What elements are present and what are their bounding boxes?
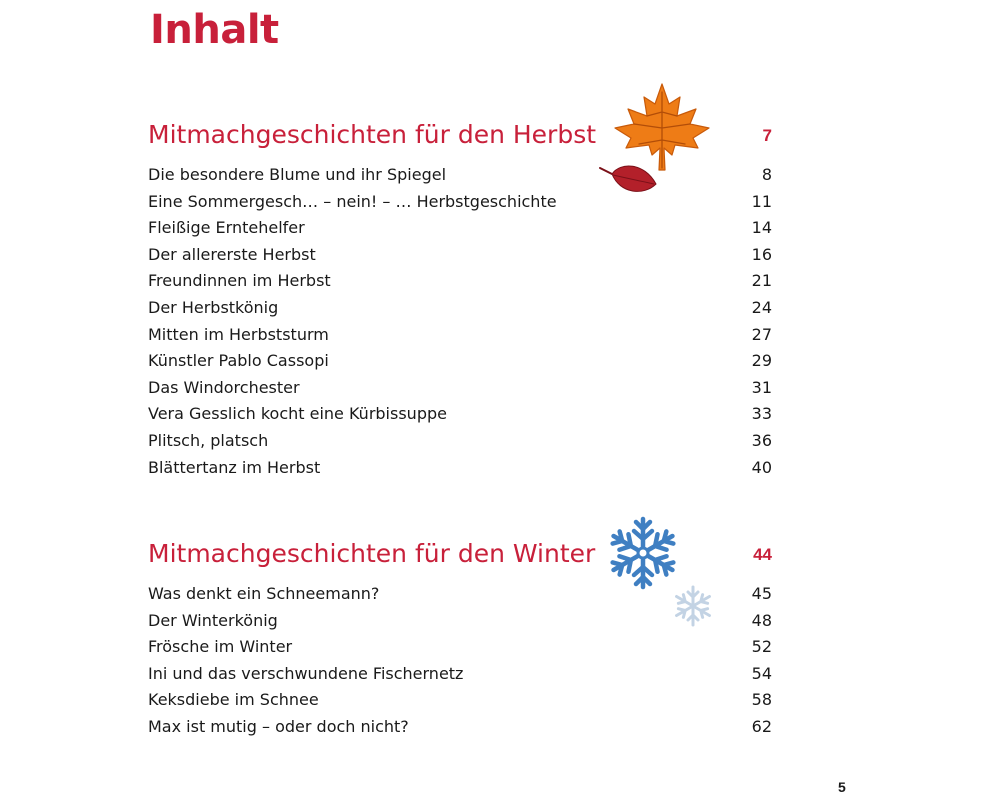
- snowflake-icon: [604, 514, 682, 592]
- toc-entry: [148, 348, 774, 375]
- toc-entry: [148, 268, 774, 295]
- red-leaf-icon: [598, 158, 660, 198]
- toc-entry-title: Was denkt ein Schneemann?: [148, 584, 380, 603]
- toc-entry-page: 33: [751, 404, 772, 424]
- page-title: Inhalt: [150, 7, 279, 53]
- toc-entry-title: Das Windorchester: [148, 377, 300, 397]
- toc-entry-page: 48: [751, 610, 772, 630]
- toc-entry-title: Blättertanz im Herbst: [148, 457, 321, 477]
- toc-entry: [148, 661, 774, 688]
- page-number: 5: [838, 779, 846, 795]
- toc-entry: [148, 455, 774, 482]
- toc-entry: [148, 189, 774, 216]
- toc-entry: [148, 242, 774, 269]
- toc-entry: [148, 401, 774, 428]
- toc-list: [148, 162, 774, 481]
- toc-entry-page: 40: [751, 457, 772, 477]
- toc-entry-page: 36: [751, 430, 772, 450]
- toc-entry: [148, 714, 774, 741]
- section-title: Mitmachgeschichten für den Winter: [148, 539, 596, 568]
- toc-entry-title: Der Herbstkönig: [148, 297, 279, 317]
- toc-entry-page: 31: [751, 377, 772, 397]
- toc-entry-page: 45: [751, 584, 772, 603]
- section-page-number: 7: [762, 126, 772, 145]
- toc-entry-page: 14: [751, 218, 772, 238]
- toc-entry-title: Vera Gesslich kocht eine Kürbissuppe: [148, 404, 447, 424]
- toc-entry-page: 29: [751, 351, 772, 371]
- toc-entry-page: 21: [751, 271, 772, 291]
- toc-entry: [148, 375, 774, 402]
- toc-entry-page: 54: [751, 663, 772, 683]
- toc-entry-title: Mitten im Herbststurm: [148, 324, 329, 344]
- toc-entry-title: Max ist mutig – oder doch nicht?: [148, 716, 409, 736]
- toc-entry-page: 8: [761, 165, 772, 184]
- toc-entry: [148, 428, 774, 455]
- toc-entry: [148, 634, 774, 661]
- section-page-number: 44: [753, 545, 772, 564]
- toc-entry-page: 52: [751, 637, 772, 657]
- toc-entry-title: Die besondere Blume und ihr Spiegel: [148, 165, 447, 184]
- toc-entry-title: Plitsch, platsch: [148, 430, 269, 450]
- toc-entry-page: 11: [751, 191, 772, 211]
- toc-entry-title: Keksdiebe im Schnee: [148, 690, 319, 710]
- toc-entry-title: Eine Sommergesch… – nein! – … Herbstgeschichte: [148, 191, 557, 211]
- toc-entry-page: 24: [751, 297, 772, 317]
- toc-entry: [148, 215, 774, 242]
- toc-entry-title: Der allererste Herbst: [148, 244, 316, 264]
- toc-entry: [148, 295, 774, 322]
- toc-entry-title: Der Winterkönig: [148, 610, 278, 630]
- toc-entry-title: Fleißige Erntehelfer: [148, 218, 305, 238]
- section-title: Mitmachgeschichten für den Herbst: [148, 120, 597, 149]
- toc-entry-title: Freundinnen im Herbst: [148, 271, 331, 291]
- toc-entry-title: Künstler Pablo Cassopi: [148, 351, 329, 371]
- toc-entry-page: 58: [751, 690, 772, 710]
- toc-entry-title: Ini und das verschwundene Fischernetz: [148, 663, 464, 683]
- toc-entry: [148, 687, 774, 714]
- toc-entry-page: 16: [751, 244, 772, 264]
- toc-entry-title: Frösche im Winter: [148, 637, 293, 657]
- snowflake-icon: [671, 584, 715, 628]
- toc-entry-page: 62: [751, 716, 772, 736]
- toc-entry: [148, 322, 774, 349]
- toc-entry-page: 27: [751, 324, 772, 344]
